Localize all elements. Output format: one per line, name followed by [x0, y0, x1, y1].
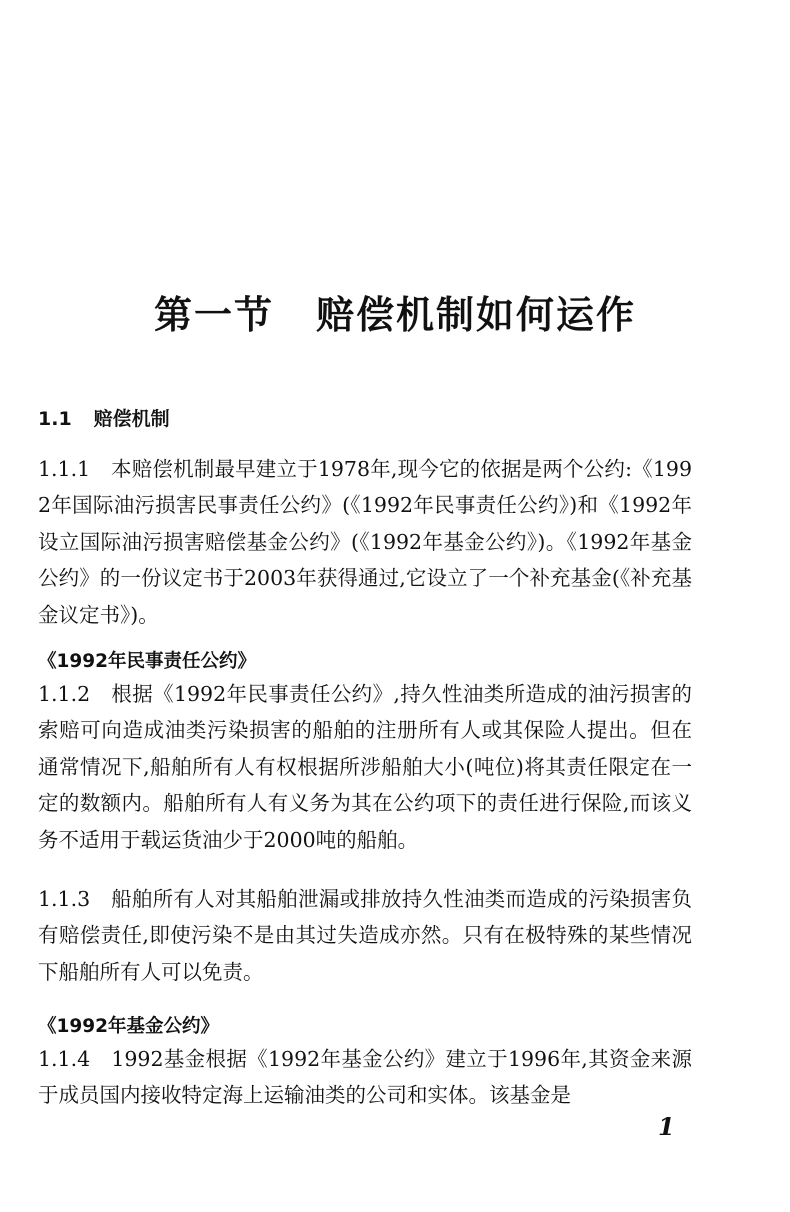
paragraph-1-1-1: 1.1.1 本赔偿机制最早建立于1978年,现今它的依据是两个公约:《1992年国际油污损害民事责任公约》(《1992年民事责任公约》)和《1992年设立国际油污损害赔偿基金公约》(《1992年基金公约》)。《1992年基金公约》的一份议定书于2003年获得通过,它设立了一个补充基金(《补充基金议定书》)。 [38, 457, 692, 627]
page-number: 1 [658, 1112, 675, 1141]
section-heading [38, 404, 170, 431]
section-title: 赔偿机制 [93, 408, 170, 430]
chapter-title-text: 赔偿机制如何运作 [316, 293, 637, 337]
subheading-fund-convention: 《1992年基金公约》 [38, 1016, 219, 1037]
paragraph-1-1-4: 1.1.4 1992基金根据《1992年基金公约》建立于1996年,其资金来源于成员国内接收特定海上运输油类的公司和实体。该基金是 [38, 1047, 692, 1108]
subheading-civil-liability-convention: 《1992年民事责任公约》 [38, 651, 256, 672]
section-number: 1.1 [38, 408, 72, 430]
chapter-number: 第一节 [153, 293, 274, 337]
paragraph-1-1-3: 1.1.3 船舶所有人对其船舶泄漏或排放持久性油类而造成的污染损害负有赔偿责任,即使污染不是由其过失造成亦然。只有在极特殊的某些情况下船舶所有人可以免责。 [38, 887, 692, 984]
chapter-title [0, 284, 790, 339]
paragraph-1-1-2: 1.1.2 根据《1992年民事责任公约》,持久性油类所造成的油污损害的索赔可向造成油类污染损害的船舶的注册所有人或其保险人提出。但在通常情况下,船舶所有人有权根据所涉船舶大小(吨位)将其责任限定在一定的数额内。船舶所有人有义务为其在公约项下的责任进行保险,而该义务不适用于载运货油少于2000吨的船舶。 [38, 682, 692, 852]
